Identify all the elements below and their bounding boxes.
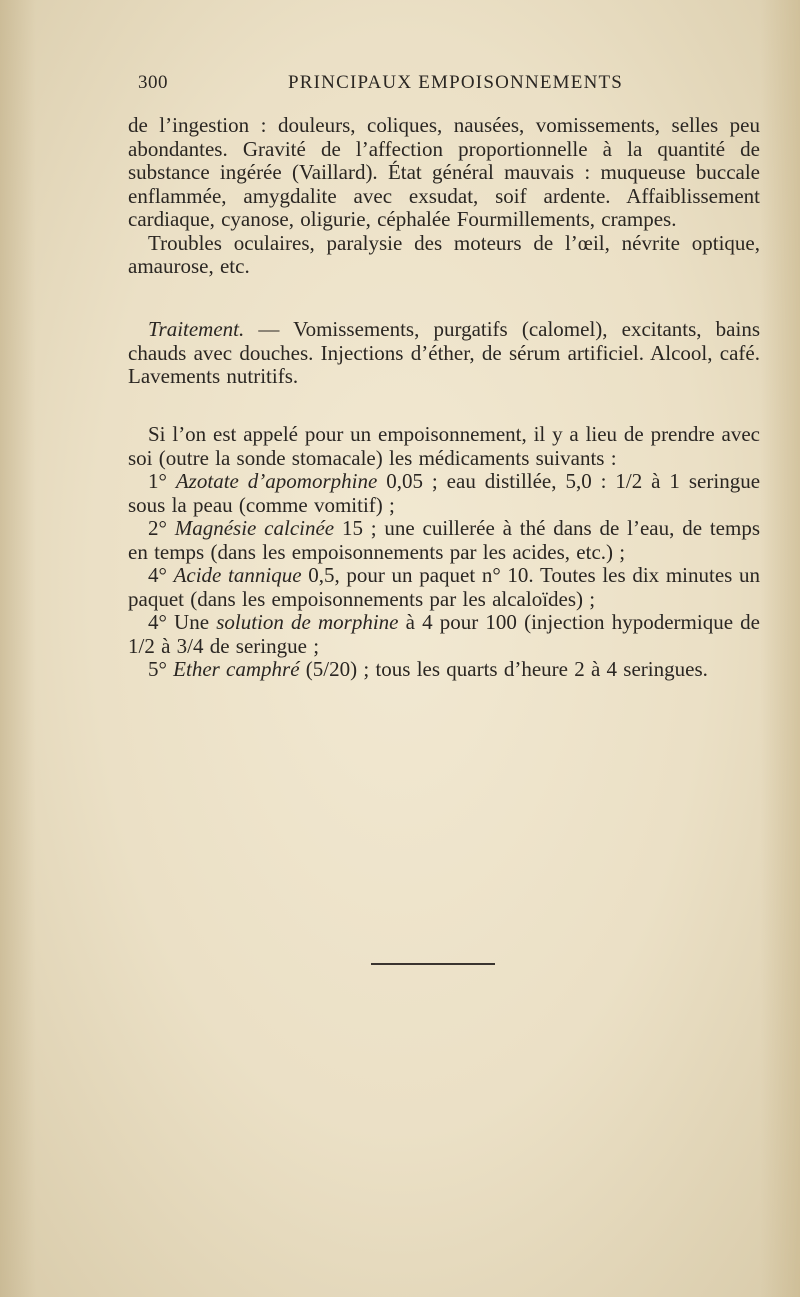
page-number: 300 <box>138 72 168 93</box>
item-name: Acide tannique <box>173 563 302 587</box>
symptoms-paragraph: de l’ingestion : douleurs, coliques, nausées, vomissements, selles peu abondantes. Gravité de l’affection proportionnelle à la quantité de substance ingérée (Vaillard). État général mauvais : muqueuse buccale enflammée, amygdalite avec exsudat, soif ardente. Affaiblissement cardiaque, cyanose, oligurie, céphalée Fourmillements, crampes. <box>128 113 760 231</box>
item-text: à 4 pour 100 (injection hypodermique de 1/2 à 3/4 de seringue ; <box>128 610 760 658</box>
treatment-title: Traitement. <box>148 317 245 341</box>
antidote-kit-section <box>128 423 760 682</box>
item-text: 15 ; une cuillerée à thé dans de l’eau, de temps en temps (dans les empoisonnements par les acides, etc.) ; <box>128 516 760 564</box>
item-number: 2° <box>148 516 167 540</box>
item-name: Ether camphré <box>173 657 300 681</box>
symptoms-section <box>128 114 760 279</box>
page-header <box>138 72 648 102</box>
item-number: 5° <box>148 657 167 681</box>
page-edge-shadow-left <box>0 0 36 1297</box>
item-text: 0,5, pour un paquet n° 10. Toutes les dix minutes un paquet (dans les empoisonnements par les alcaloïdes) ; <box>128 563 760 611</box>
item-name: Magnésie calcinée <box>174 516 335 540</box>
kit-item <box>128 564 760 611</box>
running-head: PRINCIPAUX EMPOISONNEMENTS <box>288 72 624 93</box>
item-number: 1° <box>148 469 167 493</box>
kit-item <box>128 611 760 658</box>
kit-intro: Si l’on est appelé pour un empoisonnement, il y a lieu de prendre avec soi (outre la sonde stomacale) les médicaments suivants : <box>128 422 760 470</box>
item-number: 4° Une <box>148 610 210 634</box>
kit-item <box>128 658 760 682</box>
kit-item <box>128 470 760 517</box>
ocular-troubles-paragraph: Troubles oculaires, paralysie des moteurs de l’œil, névrite optique, amaurose, etc. <box>128 230 760 278</box>
item-name: Azotate d’apomorphine <box>175 469 378 493</box>
kit-item <box>128 517 760 564</box>
treatment-section <box>128 318 760 389</box>
treatment-paragraph <box>128 318 760 389</box>
treatment-text: — Vomissements, purgatifs (calomel), excitants, bains chauds avec douches. Injections d’éther, de sérum artificiel. Alcool, café. Lavements nutritifs. <box>128 317 760 388</box>
item-number: 4° <box>148 563 167 587</box>
page-edge-shadow-right <box>760 0 800 1297</box>
section-divider-rule <box>371 963 495 965</box>
item-text: (5/20) ; tous les quarts d’heure 2 à 4 seringues. <box>299 657 708 681</box>
item-text: 0,05 ; eau distillée, 5,0 : 1/2 à 1 seringue sous la peau (comme vomitif) ; <box>128 469 761 517</box>
item-name: solution de morphine <box>216 610 399 634</box>
